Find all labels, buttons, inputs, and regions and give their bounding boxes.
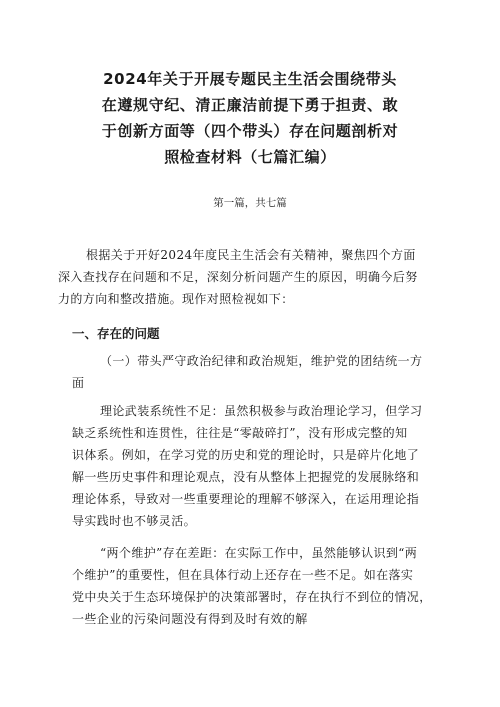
title-line: 2024年关于开展专题民主生活会围绕带头 bbox=[103, 70, 397, 88]
paragraph-line: 个维护”的重要性，但在具体行动上还存在一些不足。如在落实 bbox=[72, 568, 414, 582]
paragraph-line: 党中央关于生态环境保护的决策部署时，存在执行不到位的情况， bbox=[72, 590, 432, 604]
paragraph-theory bbox=[72, 400, 440, 532]
paragraph-line: 解一些历史事件和理论观点，没有从整体上把握党的发展脉络和 bbox=[72, 470, 420, 484]
document-subtitle: 第一篇，共七篇 bbox=[213, 197, 287, 209]
paragraph-line: 识体系。例如，在学习党的历史和党的理论时，只是碎片化地了 bbox=[72, 448, 420, 462]
paragraph-line: 一些企业的污染问题没有得到及时有效的解 bbox=[72, 612, 308, 626]
paragraph-two-maintains bbox=[72, 542, 440, 630]
paragraph-line: “两个维护”存在差距：在实际工作中，虽然能够认识到“两 bbox=[100, 546, 418, 560]
paragraph-line: 深入查找存在问题和不足，深刻分析问题产生的原因，明确今后努 bbox=[58, 270, 418, 284]
title-line: 于创新方面等（四个带头）存在问题剖析对 bbox=[101, 122, 399, 140]
paragraph-line: （一）带头严守政治纪律和政治规矩，维护党的团结统一方 bbox=[100, 354, 423, 368]
intro-paragraph bbox=[58, 244, 432, 310]
paragraph-line: 面 bbox=[72, 376, 85, 390]
paragraph-line: 导实践时也不够灵活。 bbox=[72, 514, 197, 528]
paragraph-line: 理论体系，导致对一些重要理论的理解不够深入，在运用理论指 bbox=[72, 492, 420, 506]
document-title bbox=[60, 66, 440, 170]
paragraph-line: 根据关于开好2024年度民主生活会有关精神，聚焦四个方面 bbox=[86, 248, 416, 262]
title-line: 照检查材料（七篇汇编） bbox=[164, 148, 336, 166]
paragraph-line: 力的方向和整改措施。现作对照检视如下： bbox=[58, 292, 294, 306]
subsection-heading bbox=[72, 350, 440, 394]
section-heading: 一、存在的问题 bbox=[72, 326, 160, 341]
paragraph-line: 缺乏系统性和连贯性，往往是“零敲碎打”，没有形成完整的知 bbox=[72, 426, 408, 440]
title-line: 在遵规守纪、清正廉洁前提下勇于担责、敢 bbox=[101, 96, 399, 114]
paragraph-line: 理论武装系统性不足：虽然积极参与政治理论学习，但学习 bbox=[100, 404, 423, 418]
